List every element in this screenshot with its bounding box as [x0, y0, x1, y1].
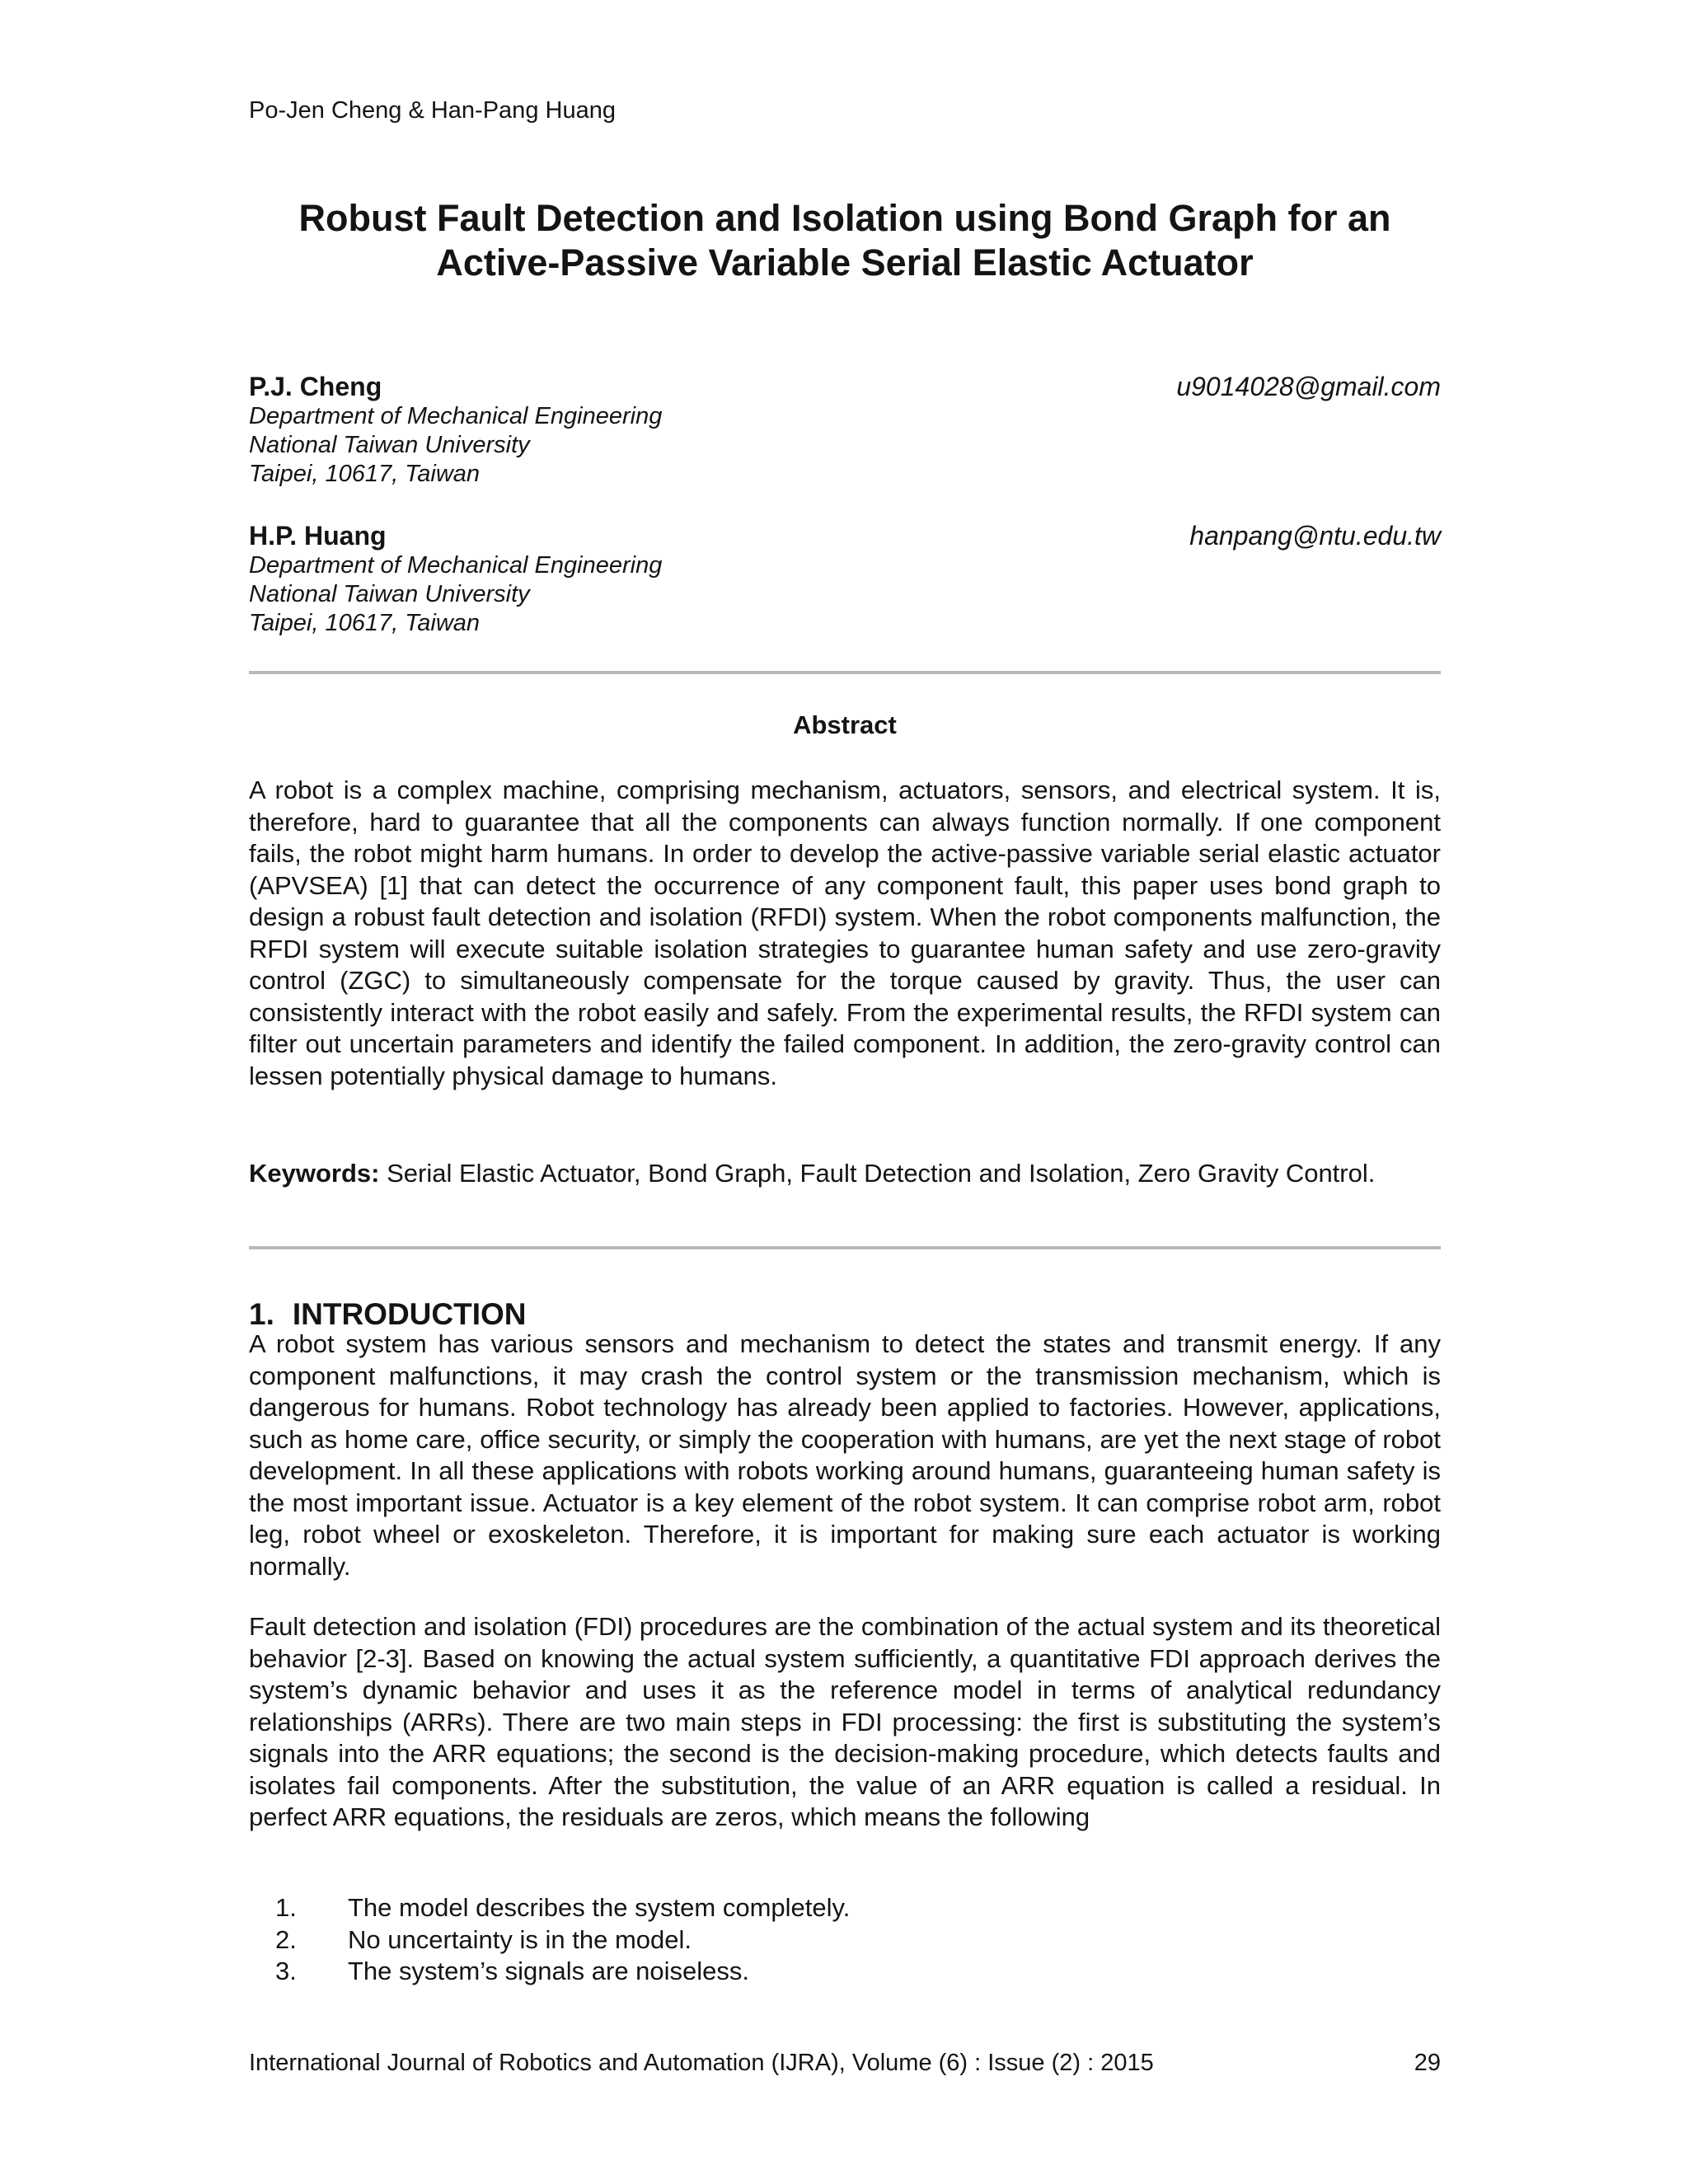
- author-city: Taipei, 10617, Taiwan: [249, 461, 481, 487]
- list-item: [249, 1956, 1441, 1988]
- page-footer: [249, 2048, 1441, 2078]
- title-line-2: Active-Passive Variable Serial Elastic Actuator: [436, 241, 1254, 284]
- list-item-number: 1.: [275, 1893, 297, 1922]
- list-item-text: The model describes the system completely.: [348, 1893, 851, 1922]
- author-department: Department of Mechanical Engineering: [249, 552, 663, 579]
- list-item: [249, 1892, 1441, 1924]
- abstract-heading: Abstract: [793, 710, 897, 739]
- author-email[interactable]: hanpang@ntu.edu.tw: [1189, 521, 1441, 551]
- assumption-list: [249, 1892, 1441, 1988]
- intro-paragraph-1: A robot system has various sensors and mechanism to detect the states and transmit energy. If any component malfunctions, it may crash the control system or the transmission mechanism, which is dangerous for humans. Robot technology has already been applied to factories. However, applications, such as home care, office security, or simply the cooperation with humans, are yet the next stage of robot development. In all these applications with robots working around humans, guaranteeing human safety is the most important issue. Actuator is a key element of the robot system. It can comprise robot arm, robot leg, robot wheel or exoskeleton. Therefore, it is important for making sure each actuator is working normally.: [249, 1329, 1441, 1581]
- keywords-text: Serial Elastic Actuator, Bond Graph, Fault Detection and Isolation, Zero Gravity Control.: [387, 1159, 1376, 1188]
- abstract-text: A robot is a complex machine, comprising mechanism, actuators, sensors, and electrical system. It is, therefore, hard to guarantee that all the components can always function normally. If one component fails, the robot might harm humans. In order to develop the active-passive variable serial elastic actuator (APVSEA) [1] that can detect the occurrence of any component fault, this paper uses bond graph to design a robust fault detection and isolation (RFDI) system. When the robot components malfunction, the RFDI system will execute suitable isolation strategies to guarantee human safety and use zero-gravity control (ZGC) to simultaneously compensate for the torque caused by gravity. Thus, the user can consistently interact with the robot easily and safely. From the experimental results, the RFDI system can filter out uncertain parameters and identify the failed component. In addition, the zero-gravity control can lessen potentially physical damage to humans.: [249, 776, 1441, 1090]
- list-item-text: No uncertainty is in the model.: [348, 1924, 692, 1954]
- divider-bottom: [249, 1246, 1441, 1249]
- author-block-1: [249, 371, 1441, 489]
- list-item-number: 2.: [275, 1924, 297, 1954]
- list-item-number: 3.: [275, 1957, 297, 1985]
- page-number: 29: [1414, 2050, 1441, 2076]
- author-email[interactable]: u9014028@gmail.com: [1176, 372, 1441, 401]
- keywords-label: Keywords:: [249, 1159, 380, 1188]
- divider-top: [249, 671, 1441, 674]
- intro-paragraph-2: Fault detection and isolation (FDI) procedures are the combination of the actual system and its theoretical behavior [2-3]. Based on knowing the actual system sufficiently, a quantitative FDI approach derives the system’s dynamic behavior and uses it as the reference model in terms of analytical redundancy relationships (ARRs). There are two main steps in FDI processing: the first is substituting the system’s signals into the ARR equations; the second is the decision-making procedure, which detects faults and isolates fail components. After the substitution, the value of an ARR equation is called a residual. In perfect ARR equations, the residuals are zeros, which means the following: [249, 1612, 1441, 1831]
- author-university: National Taiwan University: [249, 432, 530, 458]
- author-department: Department of Mechanical Engineering: [249, 403, 663, 429]
- author-name: P.J. Cheng: [249, 372, 382, 401]
- author-city: Taipei, 10617, Taiwan: [249, 610, 481, 636]
- paper-title: [249, 196, 1441, 285]
- list-item: [249, 1924, 1441, 1957]
- keywords: [249, 1158, 1441, 1190]
- title-line-1: Robust Fault Detection and Isolation using Bond Graph for an: [298, 197, 1391, 239]
- section-heading: [249, 1296, 527, 1333]
- journal-citation: International Journal of Robotics and Automation (IJRA), Volume (6) : Issue (2) : 2015: [249, 2050, 1154, 2076]
- author-block-2: [249, 520, 1441, 638]
- list-item-text: The system’s signals are noiseless.: [348, 1957, 750, 1985]
- running-head: Po-Jen Cheng & Han-Pang Huang: [249, 97, 616, 124]
- section-title: INTRODUCTION: [292, 1297, 527, 1331]
- author-name: H.P. Huang: [249, 521, 387, 551]
- author-university: National Taiwan University: [249, 581, 530, 607]
- section-number: 1.: [249, 1297, 274, 1331]
